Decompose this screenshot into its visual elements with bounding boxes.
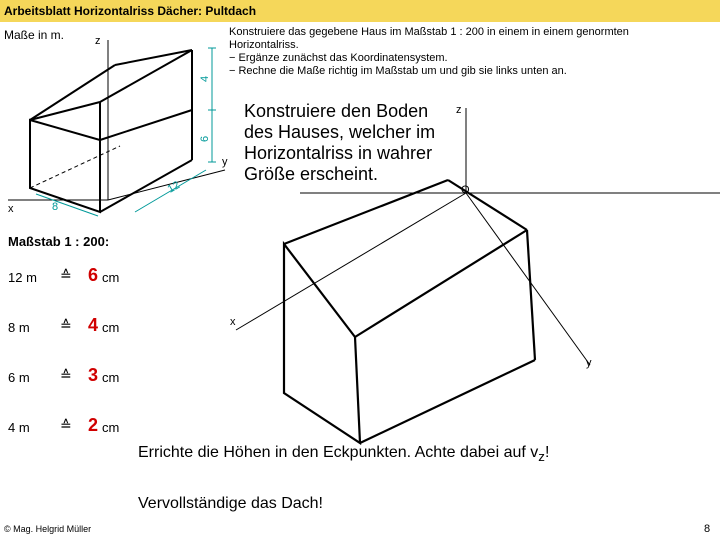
- corresponds-symbol: ≙: [60, 267, 72, 283]
- instruction-step: − Rechne die Maße richtig im Maßstab um und gib sie links unten an.: [229, 65, 567, 77]
- scale-unit: cm: [102, 320, 120, 335]
- model-x-label: x: [8, 203, 14, 215]
- dim-label-6: 6: [199, 135, 211, 142]
- instruction-step: − Ergänze zunächst das Koordinatensystem.: [229, 52, 448, 64]
- scale-meters: 12 m: [8, 270, 37, 285]
- scale-title: Maßstab 1 : 200:: [8, 234, 110, 249]
- scale-value: 2: [88, 415, 99, 435]
- scale-unit: cm: [102, 370, 120, 385]
- instruction-line: Konstruiere das gegebene Haus im Maßstab 1 : 200 in einem in einem genormten: [229, 26, 629, 38]
- model-y-label: y: [222, 156, 228, 168]
- dim-line-8: [36, 194, 98, 216]
- dim-label-8: 8: [52, 201, 59, 213]
- task-heights: [138, 444, 549, 464]
- task-floor: Konstruiere den Boden des Hauses, welcher im Horizontalriss in wahrer Größe erscheint.: [244, 101, 436, 184]
- model-z-label: z: [95, 35, 101, 47]
- projection-x-label: x: [230, 316, 236, 328]
- dim-label-12: 12: [165, 179, 183, 196]
- dim-label-4: 4: [199, 75, 211, 82]
- house-model: [8, 40, 225, 212]
- model-roof-edge: [30, 102, 100, 120]
- task-heights-end: !: [544, 444, 550, 461]
- corresponds-symbol: ≙: [60, 317, 72, 333]
- origin-label: O: [461, 184, 470, 196]
- projection-z-label: z: [456, 104, 462, 116]
- units-note: Maße in m.: [4, 28, 65, 42]
- projection-y-label: y: [586, 357, 592, 369]
- scale-meters: 6 m: [8, 370, 30, 385]
- scale-unit: cm: [102, 420, 120, 435]
- task-heights-text: Errichte die Höhen in den Eckpunkten. Achte dabei auf v: [138, 444, 539, 461]
- scale-meters: 4 m: [8, 420, 30, 435]
- copyright: © Mag. Helgrid Müller: [4, 524, 92, 534]
- scale-value: 3: [88, 365, 99, 385]
- projection-y-axis: [466, 193, 590, 365]
- corresponds-symbol: ≙: [60, 367, 72, 383]
- instruction-line: Horizontalriss.: [229, 39, 299, 51]
- projection-x-axis: [236, 193, 466, 330]
- page-title: Arbeitsblatt Horizontalriss Dächer: Pultdach: [4, 4, 257, 18]
- projection-box-front: [284, 244, 360, 443]
- model-front-face: [30, 120, 100, 212]
- scale-value: 4: [88, 315, 99, 335]
- scale-unit: cm: [102, 270, 120, 285]
- task-heights-subscript: z: [538, 449, 545, 465]
- scale-value: 6: [88, 265, 99, 285]
- corresponds-symbol: ≙: [60, 417, 72, 433]
- page-number: 8: [704, 523, 711, 535]
- scale-meters: 8 m: [8, 320, 30, 335]
- task-roof: Vervollständige das Dach!: [138, 495, 323, 512]
